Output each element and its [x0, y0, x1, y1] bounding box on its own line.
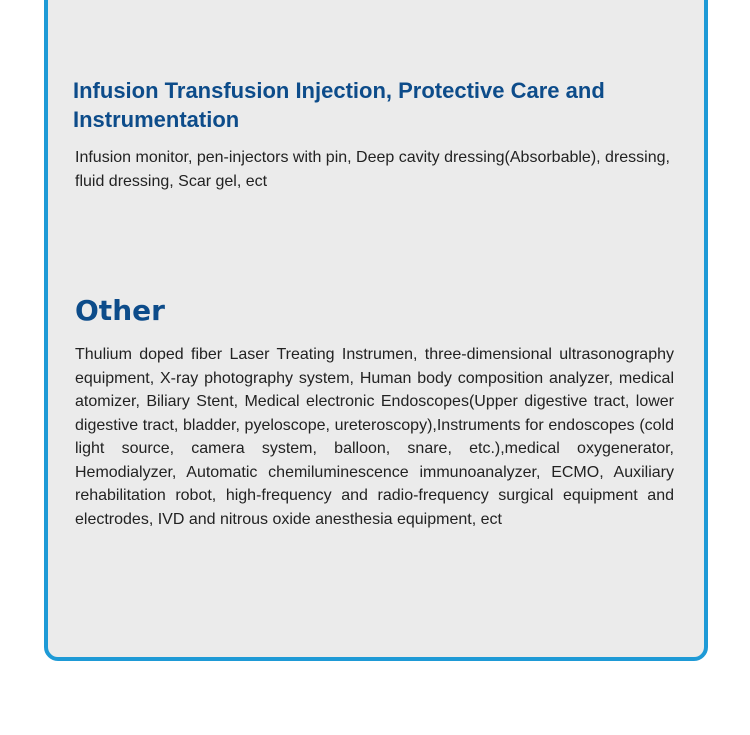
section-other	[75, 294, 674, 531]
section-infusion-protective-care	[75, 76, 674, 193]
section-heading: Infusion Transfusion Injection, Protective Care and Instrumentation	[73, 78, 605, 132]
section-body: Infusion monitor, pen-injectors with pin, Deep cavity dressing(Absorbable), dressing, fluid dressing, Scar gel, ect	[75, 149, 670, 190]
section-heading: Other	[75, 294, 165, 327]
section-body: Thulium doped fiber Laser Treating Instrumen, three-dimensional ultrasonography equipment, X-ray photography system, Human body composition analyzer, medical atomizer, Biliary Stent, Medical electronic Endoscopes(Upper digestive tract, lower digestive tract, bladder, pyeloscope, ureteroscopy),Instruments for endoscopes (cold light source, camera system, balloon, snare, etc.),medical oxygenerator, Hemodialyzer, Automatic chemiluminescence immunoanalyzer, ECMO, Auxiliary rehabilitation robot, high-frequency and radio-frequency surgical equipment and electrodes, IVD and nitrous oxide anesthesia equipment, ect	[75, 346, 674, 528]
